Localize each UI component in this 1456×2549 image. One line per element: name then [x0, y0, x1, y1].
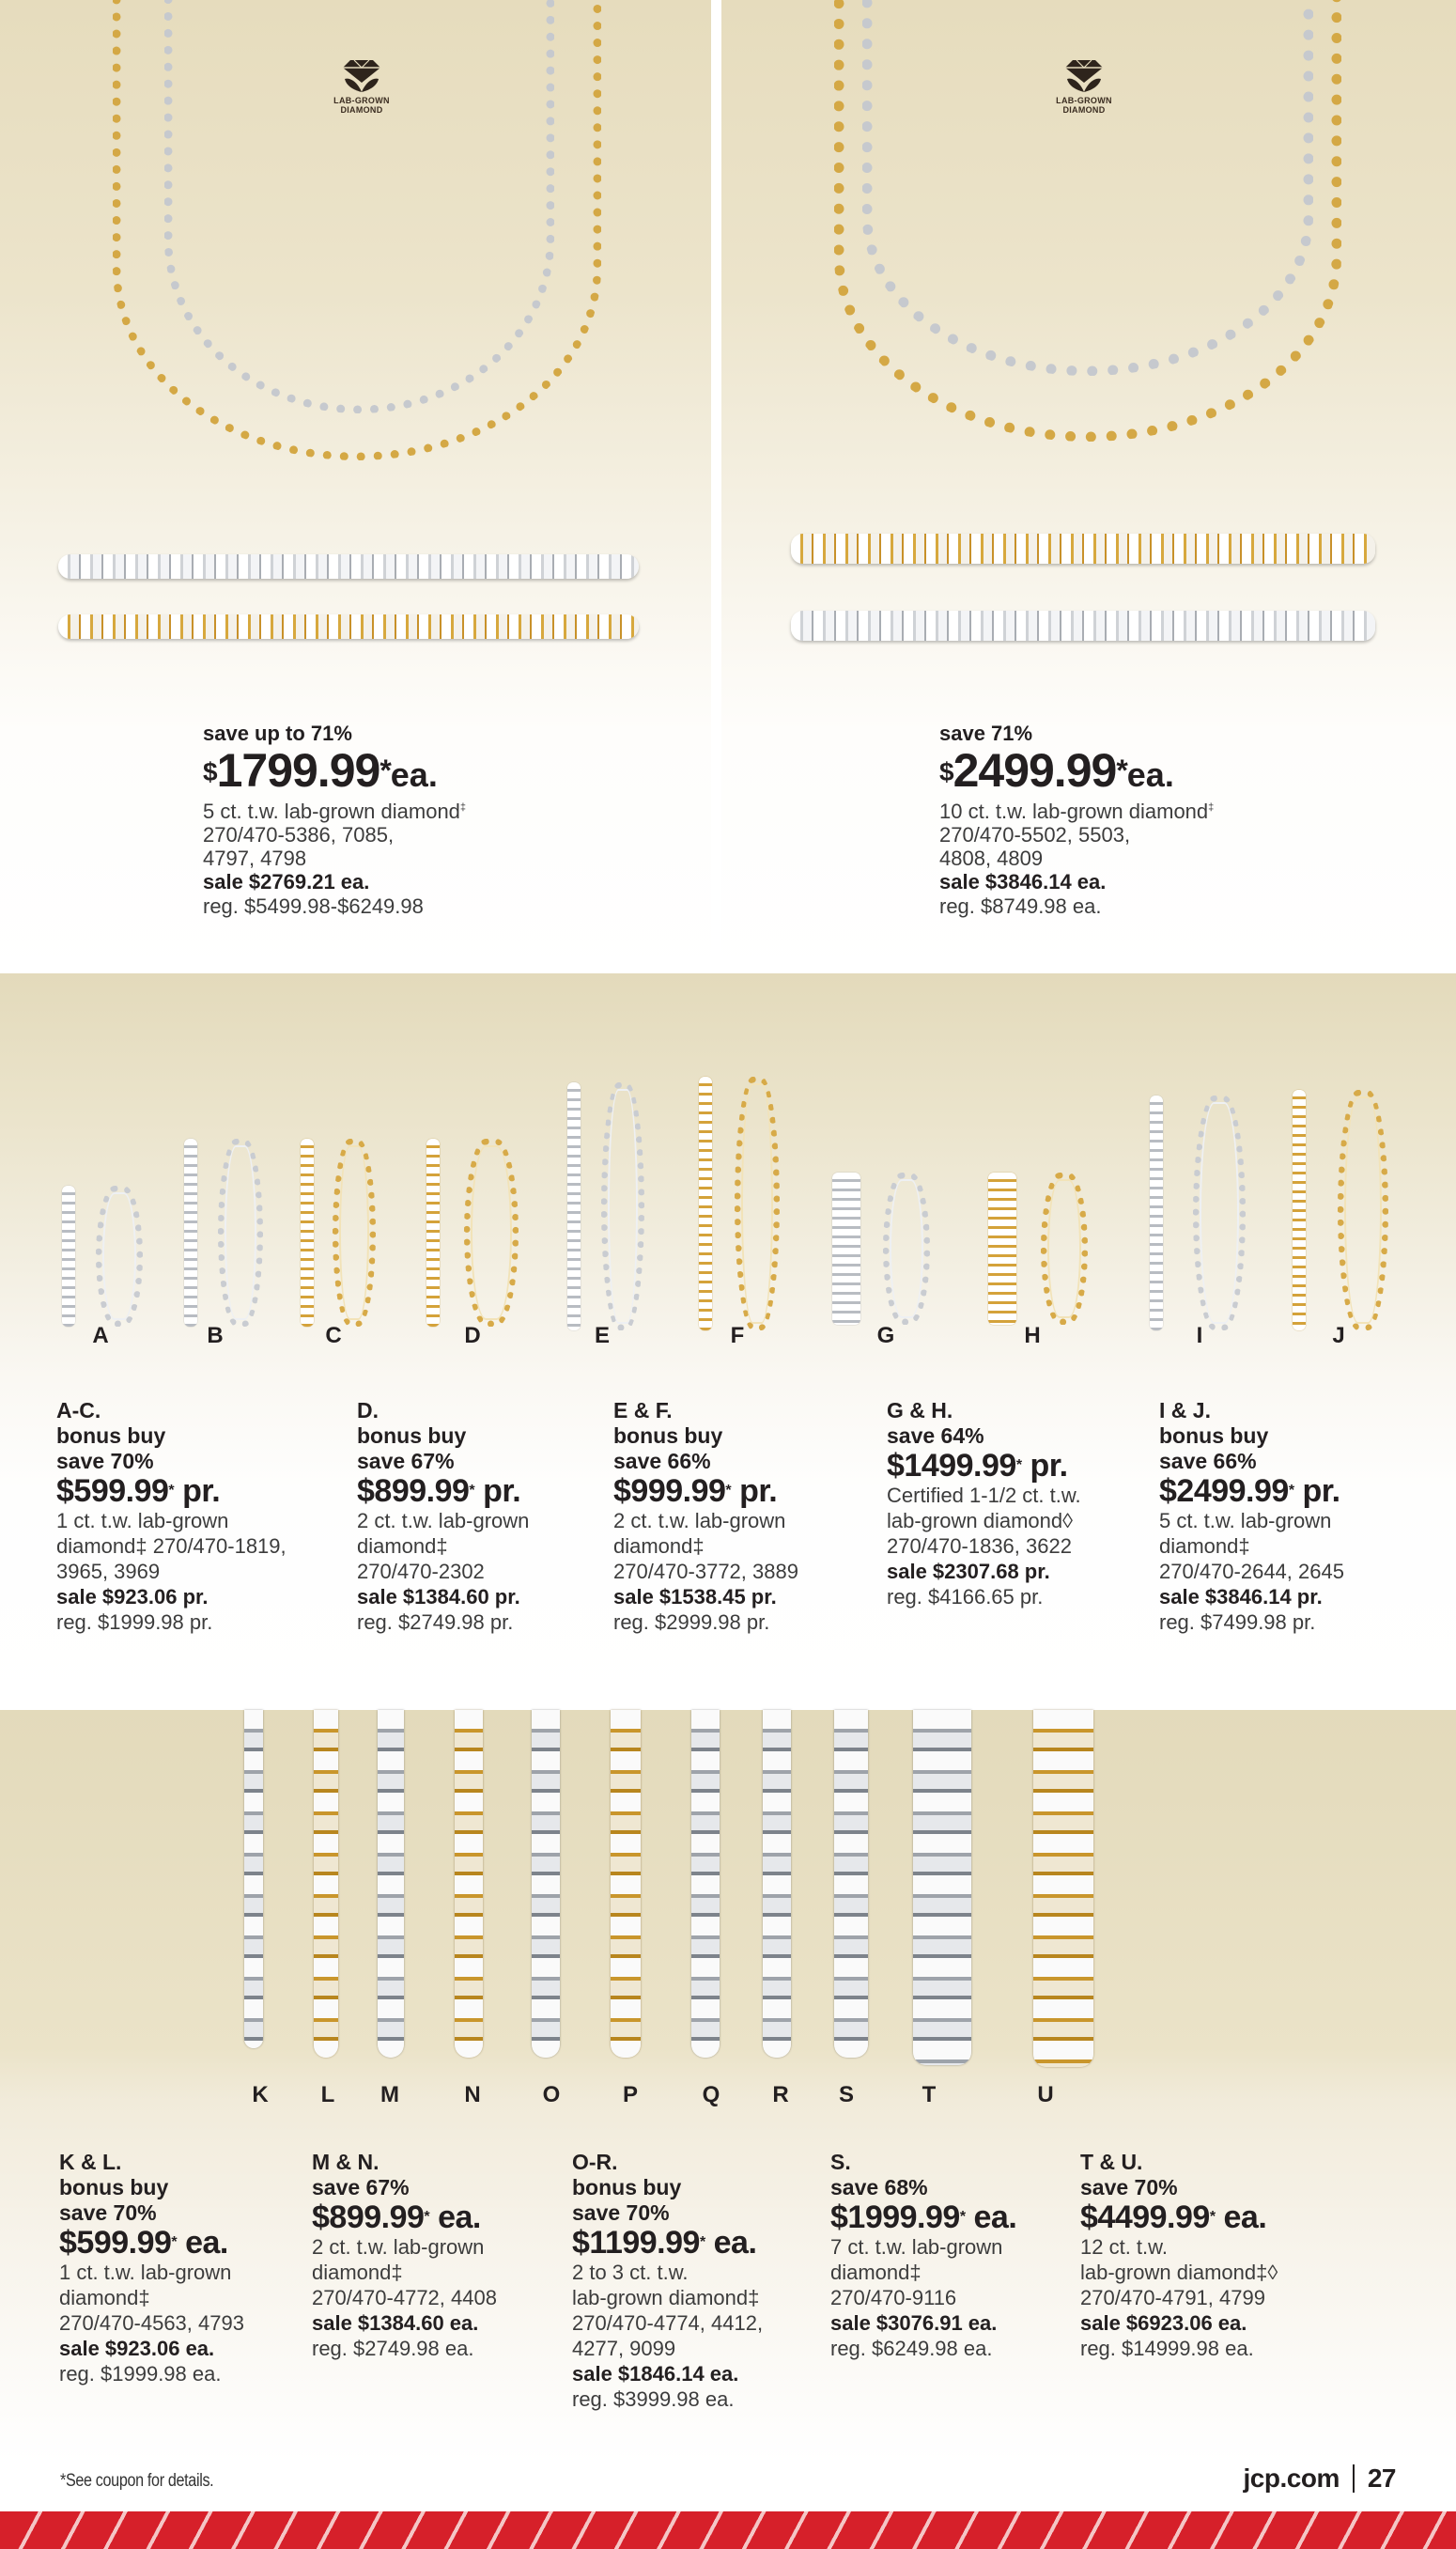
page-number: 27 [1367, 2464, 1396, 2493]
item-letter-r: R [772, 2082, 789, 2107]
offer-earrings-d: D. bonus buy save 67% $899.99* pr. 2 ct. t.w. lab-grown diamond‡ 270/470-2302 sale $1384.60 pr. reg. $2749.98 pr. [357, 1398, 530, 1634]
sku-line: 4797, 4798 [203, 847, 307, 870]
description-line: 5 ct. t.w. lab-grown diamond‡ [203, 800, 467, 823]
offer-necklace-10ct [939, 722, 1214, 918]
price: $2499.99*ea. [939, 744, 1174, 797]
badge-line2: DIAMOND [340, 105, 383, 115]
red-stripe-border [0, 2511, 1456, 2549]
offer-necklace-5ct [203, 722, 466, 918]
price: $599.99* ea. [59, 2225, 228, 2261]
bracelet-image-r [763, 1710, 791, 2058]
regular-price: reg. $5499.98-$6249.98 [203, 894, 424, 918]
bracelet-image-u [1033, 1710, 1093, 2067]
sale-price: sale $6923.06 ea. [1080, 2311, 1247, 2335]
sale-price: sale $923.06 ea. [59, 2337, 215, 2360]
site-link[interactable]: jcp.com [1243, 2464, 1340, 2493]
offer-bracelets-t-u: T & U. save 70% $4499.99* ea. 12 ct. t.w. lab-grown diamond‡◊ 270/470-4791, 4799 sale $6923.06 ea. reg. $14999.98 ea. [1080, 2150, 1278, 2360]
sale-price: sale $3846.14 ea. [939, 870, 1107, 894]
description-line: 10 ct. t.w. lab-grown diamond‡ [939, 800, 1215, 823]
bracelet-image-k [244, 1710, 263, 2048]
gold-bracelet-image [791, 534, 1375, 564]
item-letter-e: E [594, 1323, 610, 1348]
price: $899.99* pr. [357, 1473, 521, 1509]
price: $4499.99* ea. [1080, 2199, 1267, 2235]
sale-price: sale $923.06 pr. [56, 1585, 209, 1609]
bracelet-image-t [913, 1710, 971, 2065]
bracelet-image-m [378, 1710, 404, 2058]
item-letter-m: M [380, 2082, 399, 2107]
offer-earrings-e-f: E & F. bonus buy save 66% $999.99* pr. 2 ct. t.w. lab-grown diamond‡ 270/470-3772, 3889 sale $1538.45 pr. reg. $2999.98 pr. [613, 1398, 798, 1634]
regular-price: reg. $1999.98 ea. [59, 2362, 222, 2386]
regular-price: reg. $4166.65 pr. [887, 1585, 1044, 1609]
sale-price: sale $3076.91 ea. [830, 2311, 998, 2335]
item-letter-d: D [464, 1323, 481, 1348]
sku-line: 270/470-5502, 5503, [939, 823, 1131, 847]
badge-line1: LAB-GROWN [333, 96, 390, 105]
badge-line2: DIAMOND [1062, 105, 1106, 115]
sale-price: sale $2307.68 pr. [887, 1560, 1050, 1583]
bracelet-image-n [455, 1710, 483, 2058]
bracelet-image-p [611, 1710, 641, 2058]
regular-price: reg. $14999.98 ea. [1080, 2337, 1254, 2360]
item-letter-h: H [1024, 1323, 1041, 1348]
price: $999.99* pr. [613, 1473, 778, 1509]
price: $1499.99* pr. [887, 1448, 1068, 1484]
sale-price: sale $1384.60 ea. [312, 2311, 479, 2335]
item-letter-g: G [876, 1323, 895, 1348]
price: $1999.99* ea. [830, 2199, 1017, 2235]
item-letter-b: B [207, 1323, 224, 1348]
item-letter-a: A [92, 1323, 109, 1348]
save-text: save up to 71% [203, 722, 352, 745]
offer-earrings-i-j: I & J. bonus buy save 66% $2499.99* pr. 5 ct. t.w. lab-grown diamond‡ 270/470-2644, 2645 sale $3846.14 pr. reg. $7499.98 pr. [1159, 1398, 1344, 1634]
item-letter-q: Q [702, 2082, 720, 2107]
price: $1799.99*ea. [203, 744, 438, 797]
silver-necklace-image [164, 0, 554, 413]
bracelets-section [0, 1710, 1456, 2462]
save-text: save 71% [939, 722, 1033, 745]
necklace-bracelet-section [0, 0, 1456, 973]
price: $599.99* pr. [56, 1473, 221, 1509]
price: $1199.99* ea. [572, 2225, 757, 2261]
item-letter-k: K [252, 2082, 269, 2107]
item-letter-j: J [1332, 1323, 1345, 1348]
page-footer [1244, 2464, 1396, 2494]
price: $899.99* ea. [312, 2199, 481, 2235]
item-letter-s: S [838, 2082, 854, 2107]
item-letter-o: O [542, 2082, 561, 2107]
bracelet-image-q [691, 1710, 720, 2058]
silver-bracelet-image [791, 611, 1375, 641]
sale-price: sale $1384.60 pr. [357, 1585, 520, 1609]
sku-line: 4808, 4809 [939, 847, 1044, 870]
bracelet-image-s [834, 1710, 868, 2058]
regular-price: reg. $6249.98 ea. [830, 2337, 993, 2360]
regular-price: reg. $3999.98 ea. [572, 2387, 735, 2411]
sku-line: 270/470-5386, 7085, [203, 823, 395, 847]
item-letter-c: C [325, 1323, 342, 1348]
item-letter-p: P [622, 2082, 638, 2107]
offer-earrings-g-h: G & H. save 64% $1499.99* pr. Certified 1-1/2 ct. t.w. lab-grown diamond◊ 270/470-1836, 3622 sale $2307.68 pr. reg. $4166.65 pr. [887, 1398, 1081, 1609]
item-letter-f: F [730, 1323, 745, 1348]
regular-price: reg. $7499.98 pr. [1159, 1610, 1316, 1634]
sale-price: sale $1846.14 ea. [572, 2362, 739, 2386]
product-panel-right [721, 0, 1456, 973]
silver-bracelet-image [58, 554, 639, 579]
regular-price: reg. $2749.98 ea. [312, 2337, 474, 2360]
silver-necklace-image [862, 0, 1313, 376]
bracelet-image-l [314, 1710, 338, 2058]
offer-bracelet-s: S. save 68% $1999.99* ea. 7 ct. t.w. lab-grown diamond‡ 270/470-9116 sale $3076.91 ea. reg. $6249.98 ea. [830, 2150, 1017, 2360]
sale-price: sale $3846.14 pr. [1159, 1585, 1323, 1609]
sale-price: sale $1538.45 pr. [613, 1585, 777, 1609]
item-letter-t: T [922, 2082, 937, 2107]
regular-price: reg. $8749.98 ea. [939, 894, 1102, 918]
sale-price: sale $2769.21 ea. [203, 870, 370, 894]
item-letter-l: L [320, 2082, 335, 2107]
badge-line1: LAB-GROWN [1056, 96, 1112, 105]
offer-earrings-a-c: A-C. bonus buy save 70% $599.99* pr. 1 ct. t.w. lab-grown diamond‡ 270/470-1819, 3965, 3969 sale $923.06 pr. reg. $1999.98 pr. [56, 1398, 287, 1634]
product-panel-left [0, 0, 711, 973]
offer-bracelets-k-l: K & L. bonus buy save 70% $599.99* ea. 1 ct. t.w. lab-grown diamond‡ 270/470-4563, 4793 sale $923.06 ea. reg. $1999.98 ea. [59, 2150, 244, 2386]
price: $2499.99* pr. [1159, 1473, 1340, 1509]
divider [1353, 2464, 1355, 2493]
item-letter-n: N [464, 2082, 481, 2107]
regular-price: reg. $1999.98 pr. [56, 1610, 213, 1634]
offer-bracelets-m-n: M & N. save 67% $899.99* ea. 2 ct. t.w. lab-grown diamond‡ 270/470-4772, 4408 sale $1384.60 ea. reg. $2749.98 ea. [312, 2150, 497, 2360]
gold-bracelet-image [58, 614, 639, 639]
earrings-section [0, 973, 1456, 1710]
item-letter-i: I [1196, 1323, 1203, 1348]
item-letter-u: U [1037, 2082, 1054, 2107]
regular-price: reg. $2749.98 pr. [357, 1610, 514, 1634]
coupon-footnote: *See coupon for details. [60, 2471, 214, 2491]
regular-price: reg. $2999.98 pr. [613, 1610, 770, 1634]
bracelet-image-o [532, 1710, 560, 2058]
offer-bracelets-o-r: O-R. bonus buy save 70% $1199.99* ea. 2 to 3 ct. t.w. lab-grown diamond‡ 270/470-4774, 4412, 4277, 9099 sale $1846.14 ea. reg. $3999.98 ea. [572, 2150, 764, 2411]
